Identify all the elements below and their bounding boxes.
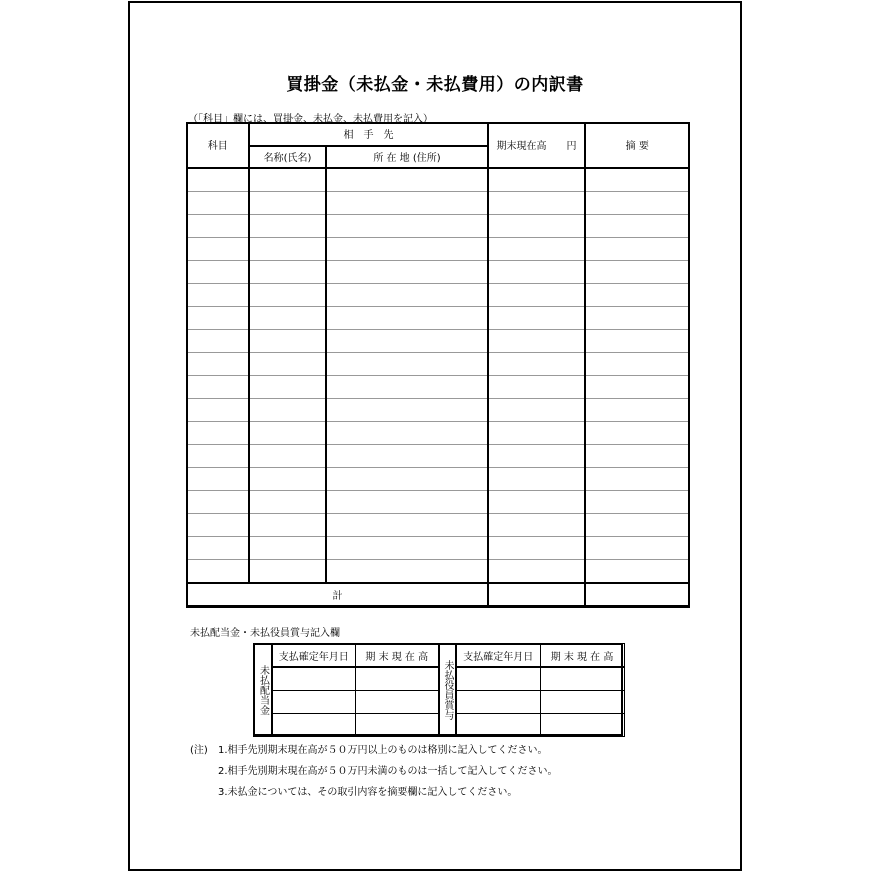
- name-cell[interactable]: [249, 214, 326, 237]
- table-row: [187, 467, 689, 490]
- remarks-cell[interactable]: [585, 444, 689, 467]
- table-row: [187, 283, 689, 306]
- remarks-cell[interactable]: [585, 214, 689, 237]
- table-row: [187, 260, 689, 283]
- name-cell[interactable]: [249, 444, 326, 467]
- total-balance-cell[interactable]: [488, 583, 585, 607]
- address-cell[interactable]: [326, 237, 488, 260]
- subject-cell[interactable]: [187, 375, 249, 398]
- sub-cell[interactable]: [540, 667, 624, 691]
- sub-cell[interactable]: [355, 691, 439, 714]
- remarks-cell[interactable]: [585, 168, 689, 192]
- table-row: [187, 168, 689, 192]
- name-cell[interactable]: [249, 260, 326, 283]
- name-cell[interactable]: [249, 352, 326, 375]
- balance-cell[interactable]: [488, 559, 585, 583]
- address-cell[interactable]: [326, 421, 488, 444]
- remarks-cell[interactable]: [585, 398, 689, 421]
- notes-block: [190, 740, 558, 803]
- sub-cell[interactable]: [456, 714, 540, 737]
- address-cell[interactable]: [326, 536, 488, 559]
- balance-cell[interactable]: [488, 260, 585, 283]
- note-item: 2.相手先別期末現在高が５０万円未満のものは一括して記入してください。: [218, 766, 558, 777]
- sub-cell[interactable]: [456, 691, 540, 714]
- balance-cell[interactable]: [488, 375, 585, 398]
- remarks-cell[interactable]: [585, 283, 689, 306]
- remarks-cell[interactable]: [585, 306, 689, 329]
- balance-cell[interactable]: [488, 352, 585, 375]
- remarks-cell[interactable]: [585, 237, 689, 260]
- balance-cell[interactable]: [488, 490, 585, 513]
- name-cell[interactable]: [249, 421, 326, 444]
- remarks-cell[interactable]: [585, 191, 689, 214]
- address-cell[interactable]: [326, 490, 488, 513]
- form-title: 買掛金（未払金・未払費用）の内訳書: [286, 75, 584, 95]
- balance-cell[interactable]: [488, 536, 585, 559]
- table-row: [187, 421, 689, 444]
- left-date-header: 支払確定年月日: [272, 644, 355, 668]
- notes-label: (注): [190, 745, 208, 756]
- remarks-cell[interactable]: [585, 352, 689, 375]
- header-remarks: 摘 要: [585, 123, 689, 168]
- balance-cell[interactable]: [488, 513, 585, 536]
- balance-cell[interactable]: [488, 237, 585, 260]
- sub-cell[interactable]: [456, 667, 540, 691]
- subject-cell[interactable]: [187, 191, 249, 214]
- header-counterparty: 相 手 先: [249, 123, 488, 146]
- remarks-cell[interactable]: [585, 375, 689, 398]
- total-remarks-cell[interactable]: [585, 583, 689, 607]
- name-cell[interactable]: [249, 559, 326, 583]
- subject-cell[interactable]: [187, 329, 249, 352]
- sub-cell[interactable]: [272, 691, 355, 714]
- balance-cell[interactable]: [488, 168, 585, 192]
- subject-cell[interactable]: [187, 513, 249, 536]
- table-row: [187, 329, 689, 352]
- name-cell[interactable]: [249, 398, 326, 421]
- remarks-cell[interactable]: [585, 536, 689, 559]
- name-cell[interactable]: [249, 329, 326, 352]
- table-row: [187, 513, 689, 536]
- sub-cell[interactable]: [272, 667, 355, 691]
- remarks-cell[interactable]: [585, 329, 689, 352]
- balance-cell[interactable]: [488, 214, 585, 237]
- table-row: [187, 352, 689, 375]
- address-cell[interactable]: [326, 283, 488, 306]
- address-cell[interactable]: [326, 467, 488, 490]
- table-row: [187, 191, 689, 214]
- table-row: [187, 237, 689, 260]
- unpaid-dividend-label: 未払配当金: [254, 644, 272, 737]
- name-cell[interactable]: [249, 490, 326, 513]
- balance-cell[interactable]: [488, 191, 585, 214]
- name-cell[interactable]: [249, 375, 326, 398]
- name-cell[interactable]: [249, 467, 326, 490]
- subject-instruction: （「科目」欄には、買掛金、未払金、未払費用を記入）: [188, 114, 433, 125]
- address-cell[interactable]: [326, 444, 488, 467]
- name-cell[interactable]: [249, 237, 326, 260]
- subject-cell[interactable]: [187, 352, 249, 375]
- subject-cell[interactable]: [187, 421, 249, 444]
- total-label: 計: [187, 583, 488, 607]
- unpaid-bonus-label: 未払役員賞与: [439, 644, 456, 737]
- sub-cell[interactable]: [272, 714, 355, 737]
- address-cell[interactable]: [326, 352, 488, 375]
- table-row: [187, 306, 689, 329]
- right-balance-header: 期 末 現 在 高: [540, 644, 624, 668]
- address-cell[interactable]: [326, 559, 488, 583]
- remarks-cell[interactable]: [585, 260, 689, 283]
- remarks-cell[interactable]: [585, 421, 689, 444]
- subject-cell[interactable]: [187, 306, 249, 329]
- subject-cell[interactable]: [187, 490, 249, 513]
- name-cell[interactable]: [249, 283, 326, 306]
- subject-cell[interactable]: [187, 559, 249, 583]
- subject-cell[interactable]: [187, 536, 249, 559]
- remarks-cell[interactable]: [585, 559, 689, 583]
- left-balance-header: 期 末 現 在 高: [355, 644, 439, 668]
- balance-cell[interactable]: [488, 444, 585, 467]
- balance-cell[interactable]: [488, 283, 585, 306]
- header-name: 名称(氏名): [249, 146, 326, 168]
- sub-cell[interactable]: [540, 691, 624, 714]
- subject-cell[interactable]: [187, 444, 249, 467]
- remarks-cell[interactable]: [585, 513, 689, 536]
- address-cell[interactable]: [326, 168, 488, 192]
- note-item: 3.未払金については、その取引内容を摘要欄に記入してください。: [218, 787, 518, 798]
- table-row: [187, 559, 689, 583]
- name-cell[interactable]: [249, 536, 326, 559]
- subject-cell[interactable]: [187, 283, 249, 306]
- subject-cell[interactable]: [187, 168, 249, 192]
- sub-cell[interactable]: [355, 714, 439, 737]
- balance-cell[interactable]: [488, 329, 585, 352]
- address-cell[interactable]: [326, 214, 488, 237]
- header-balance: 期末現在高 円: [488, 123, 585, 168]
- balance-cell[interactable]: [488, 467, 585, 490]
- balance-cell[interactable]: [488, 306, 585, 329]
- subject-cell[interactable]: [187, 398, 249, 421]
- table-row: [187, 375, 689, 398]
- table-row: [187, 536, 689, 559]
- right-date-header: 支払確定年月日: [456, 644, 540, 668]
- address-cell[interactable]: [326, 329, 488, 352]
- balance-cell[interactable]: [488, 398, 585, 421]
- header-subject: 科目: [187, 123, 249, 168]
- name-cell[interactable]: [249, 306, 326, 329]
- address-cell[interactable]: [326, 375, 488, 398]
- balance-cell[interactable]: [488, 421, 585, 444]
- table-row: [187, 444, 689, 467]
- address-cell[interactable]: [326, 306, 488, 329]
- name-cell[interactable]: [249, 168, 326, 192]
- table-row: [187, 490, 689, 513]
- name-cell[interactable]: [249, 191, 326, 214]
- address-cell[interactable]: [326, 513, 488, 536]
- dividend-bonus-table: [253, 643, 625, 737]
- table-row: [187, 398, 689, 421]
- remarks-cell[interactable]: [585, 490, 689, 513]
- subject-cell[interactable]: [187, 237, 249, 260]
- sub-section-caption: 未払配当金・未払役員賞与記入欄: [190, 628, 340, 639]
- note-item: 1.相手先別期末現在高が５０万円以上のものは格別に記入してください。: [218, 745, 548, 756]
- subject-cell[interactable]: [187, 467, 249, 490]
- remarks-cell[interactable]: [585, 467, 689, 490]
- subject-cell[interactable]: [187, 214, 249, 237]
- name-cell[interactable]: [249, 513, 326, 536]
- address-cell[interactable]: [326, 191, 488, 214]
- table-row: [187, 214, 689, 237]
- accounts-payable-table: [186, 122, 690, 608]
- table-body: [187, 168, 689, 583]
- subject-cell[interactable]: [187, 260, 249, 283]
- address-cell[interactable]: [326, 260, 488, 283]
- sub-cell[interactable]: [540, 714, 624, 737]
- address-cell[interactable]: [326, 398, 488, 421]
- sub-cell[interactable]: [355, 667, 439, 691]
- header-address: 所 在 地 (住所): [326, 146, 488, 168]
